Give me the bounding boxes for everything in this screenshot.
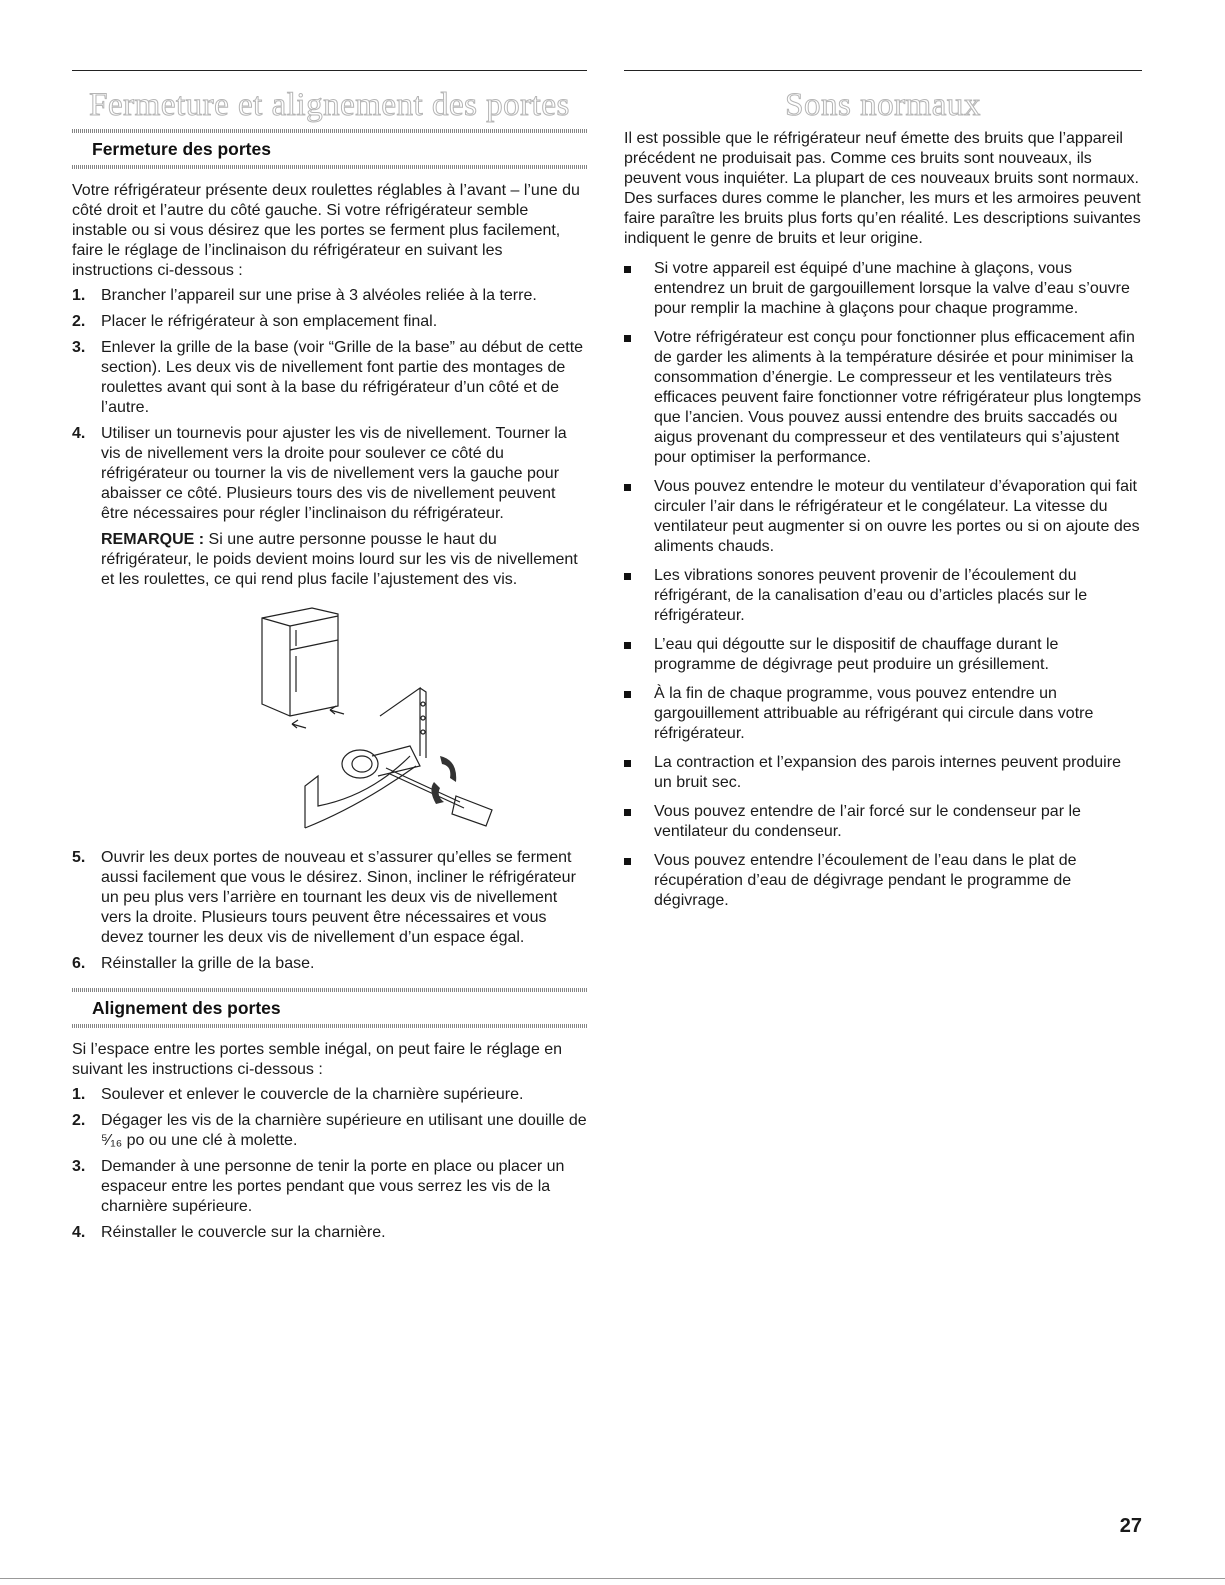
list-item: [624, 753, 1142, 793]
step-text: Brancher l’appareil sur une prise à 3 alvéoles reliée à la terre.: [101, 287, 537, 304]
closing-steps-list: [72, 286, 587, 590]
sounds-intro: Il est possible que le réfrigérateur neuf émette des bruits que l’appareil précédent ne produisait pas. Comme ces bruits sont nouveaux, ils peuvent vous inquiéter. La plupart de ces nouveaux bruits sont normaux. Des surfaces dures comme le plancher, les murs et les armoires peuvent faire paraître les bruits plus forts qu’en réalité. Les descriptions suivantes indiquent le genre de bruits et leur origine.: [624, 130, 1141, 247]
list-item: [624, 566, 1142, 626]
note-text: Si une autre personne pousse le haut du réfrigérateur, le poids devient moins lourd sur les vis de nivellement et les roulettes, ce qui rend plus facile l’ajustement des vis.: [101, 531, 578, 588]
bullet-square-icon: [624, 266, 631, 273]
alignment-intro: Si l’espace entre les portes semble inégal, on peut faire le réglage en suivant les instructions ci-dessous :: [72, 1041, 563, 1078]
step-number: 6.: [72, 955, 86, 972]
list-item: [72, 1111, 587, 1151]
bottom-rule: [0, 1578, 1225, 1579]
bullet-square-icon: [624, 484, 631, 491]
list-item: [624, 259, 1142, 319]
list-item: [72, 312, 587, 332]
alignment-section: [72, 988, 587, 1243]
step-number: 3.: [72, 339, 86, 356]
list-item: [72, 1085, 587, 1105]
subheading-alignment: Alignement des portes: [92, 998, 281, 1018]
step-text: Ouvrir les deux portes de nouveau et s’assurer qu’elles se ferment aussi facilement que vous le désirez. Sinon, incliner le réfrigérateur un peu plus vers l’arrière en tournant les deux vis de nivellement vers la droite. Plusieurs tours peuvent être nécessaires et vous devez tourner les deux vis de nivellement d’un espace égal.: [101, 849, 576, 946]
section-title-doors: Fermeture et alignement des portes: [89, 87, 570, 123]
step-number: 4.: [72, 1224, 86, 1241]
bullet-square-icon: [624, 691, 631, 698]
bullet-square-icon: [624, 760, 631, 767]
alignment-steps-list: [72, 1085, 587, 1243]
step-text: Soulever et enlever le couvercle de la charnière supérieure.: [101, 1086, 524, 1103]
closing-steps-continued: [72, 848, 587, 974]
bullet-text: Vous pouvez entendre le moteur du ventilateur d’évaporation qui fait circuler l’air dans le réfrigérateur et le congélateur. La vitesse du ventilateur peut augmenter si on ouvre les portes ou si on ajoute des aliments chauds.: [654, 478, 1140, 555]
step-number: 4.: [72, 425, 86, 442]
list-item: [624, 477, 1142, 557]
list-item: [72, 848, 587, 948]
page-number: 27: [1119, 1515, 1142, 1537]
bullet-text: Vous pouvez entendre de l’air forcé sur le condenseur par le ventilateur du condenseur.: [654, 803, 1081, 840]
right-column: [624, 70, 1142, 920]
step-number: 2.: [72, 1112, 86, 1129]
step-number: 1.: [72, 1086, 86, 1103]
step-number: 2.: [72, 313, 86, 330]
top-rule: [72, 70, 587, 71]
list-item: [624, 635, 1142, 675]
bullet-square-icon: [624, 573, 631, 580]
leveling-screw-illustration: [260, 606, 500, 836]
subheading-closing: Fermeture des portes: [92, 139, 271, 159]
dotted-divider: [72, 165, 587, 169]
step-text: Dégager les vis de la charnière supérieure en utilisant une douille de ⁵⁄₁₆ po ou une clé à molette.: [101, 1112, 587, 1149]
note: [101, 530, 587, 590]
bullet-square-icon: [624, 335, 631, 342]
note-label: REMARQUE :: [101, 531, 205, 548]
list-item: [624, 802, 1142, 842]
list-item: [72, 1223, 587, 1243]
bullet-square-icon: [624, 809, 631, 816]
dotted-divider: [72, 988, 587, 992]
step-number: 5.: [72, 849, 86, 866]
bullet-square-icon: [624, 858, 631, 865]
closing-intro: Votre réfrigérateur présente deux roulettes réglables à l’avant – l’une du côté droit et l’autre du côté gauche. Si votre réfrigérateur semble instable ou si vous désirez que les portes se ferment plus facilement, faire le réglage de l’inclinaison du réfrigérateur en suivant les instructions ci-dessous :: [72, 182, 580, 279]
bullet-text: Si votre appareil est équipé d’une machine à glaçons, vous entendrez un bruit de gargouillement lorsque la valve d’eau s’ouvre pour remplir la machine à glaçons pour chaque programme.: [654, 260, 1130, 317]
step-text: Réinstaller la grille de la base.: [101, 955, 315, 972]
list-item: [624, 851, 1142, 911]
sounds-bullet-list: [624, 259, 1142, 911]
list-item: [72, 424, 587, 590]
bullet-text: À la fin de chaque programme, vous pouvez entendre un gargouillement attribuable au réfrigérant qui circule dans votre réfrigérateur.: [654, 685, 1094, 742]
section-title-sounds: Sons normaux: [785, 87, 981, 123]
bullet-text: Votre réfrigérateur est conçu pour fonctionner plus efficacement afin de garder les aliments à la température désirée et pour minimiser la consommation d’énergie. Le compresseur et les ventilateurs très efficaces peuvent faire fonctionner votre réfrigérateur plus longtemps que l’ancien. Vous pouvez aussi entendre des bruits saccadés ou aigus provenant du compresseur et des ventilateurs qui s’ajustent pour optimiser la performance.: [654, 329, 1142, 466]
list-item: [72, 954, 587, 974]
list-item: [72, 286, 587, 306]
list-item: [72, 338, 587, 418]
dotted-divider: [72, 1024, 587, 1028]
dotted-divider: [72, 129, 587, 133]
step-text: Utiliser un tournevis pour ajuster les vis de nivellement. Tourner la vis de nivellement vers la droite pour soulever ce côté du réfrigérateur ou tourner la vis de nivellement vers la gauche pour abaisser ce côté. Plusieurs tours des vis de nivellement peuvent être nécessaires pour régler l’inclinaison du réfrigérateur.: [101, 425, 567, 522]
bullet-text: L’eau qui dégoutte sur le dispositif de chauffage durant le programme de dégivrage peut produire un grésillement.: [654, 636, 1059, 673]
list-item: [624, 684, 1142, 744]
step-text: Enlever la grille de la base (voir “Grille de la base” au début de cette section). Les deux vis de nivellement font partie des montages de roulettes avant qui sont à la base du réfrigérateur d’un côté et de l’autre.: [101, 339, 584, 416]
list-item: [624, 328, 1142, 468]
step-text: Placer le réfrigérateur à son emplacement final.: [101, 313, 438, 330]
bullet-square-icon: [624, 642, 631, 649]
step-text: Réinstaller le couvercle sur la charnière.: [101, 1224, 386, 1241]
left-column: [72, 70, 587, 1249]
refrigerator-leveling-diagram: [260, 606, 500, 836]
step-number: 1.: [72, 287, 86, 304]
step-number: 3.: [72, 1158, 86, 1175]
bullet-text: La contraction et l’expansion des parois internes peuvent produire un bruit sec.: [654, 754, 1121, 791]
bullet-text: Les vibrations sonores peuvent provenir de l’écoulement du réfrigérant, de la canalisation d’eau ou d’articles placés sur le réfrigérateur.: [654, 567, 1088, 624]
step-text: Demander à une personne de tenir la porte en place ou placer un espaceur entre les portes pendant que vous serrez les vis de la charnière supérieure.: [101, 1158, 565, 1215]
bullet-text: Vous pouvez entendre l’écoulement de l’eau dans le plat de récupération d’eau de dégivrage pendant le programme de dégivrage.: [654, 852, 1077, 909]
top-rule: [624, 70, 1142, 71]
list-item: [72, 1157, 587, 1217]
